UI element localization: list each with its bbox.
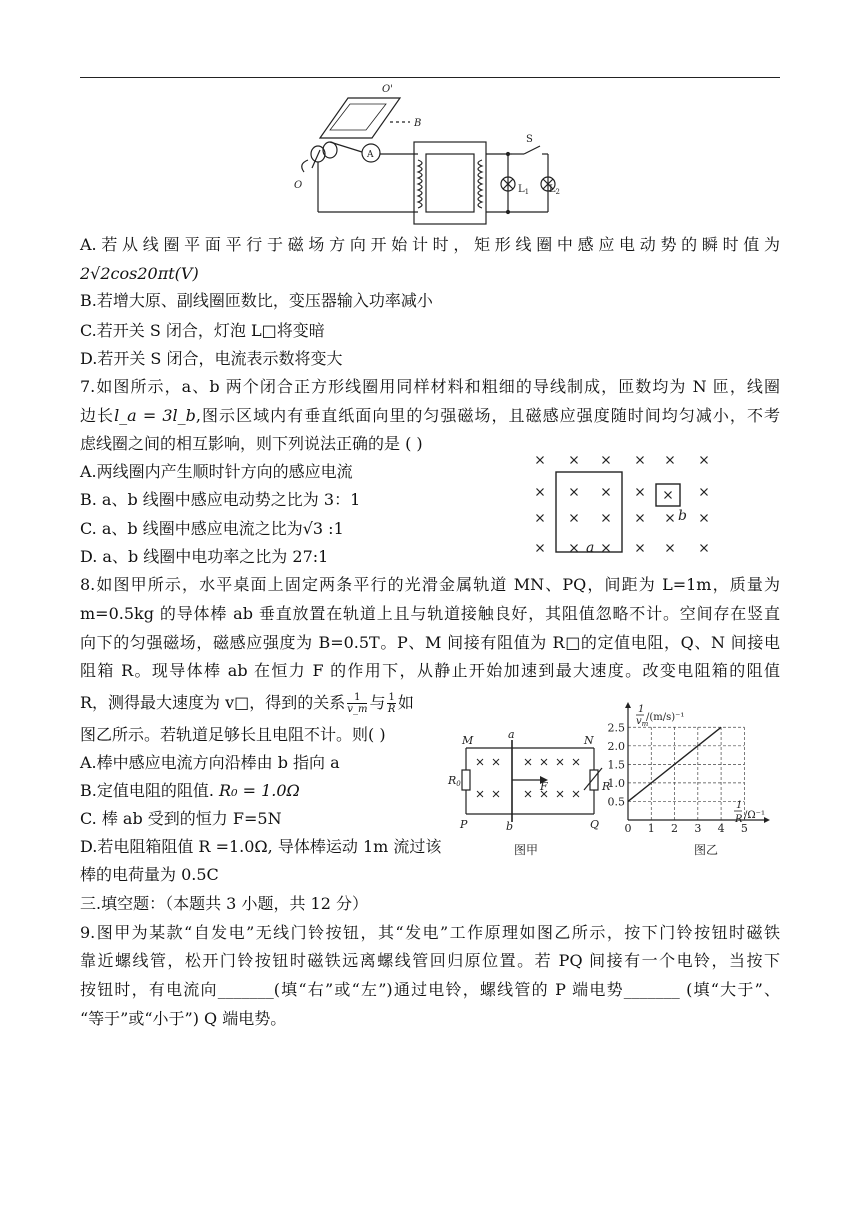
transformer-circuit-figure (290, 80, 560, 220)
resistor-r0 (462, 770, 470, 790)
y-tick-label: 0.5 (607, 795, 625, 809)
x-tick-label: 1 (647, 822, 655, 835)
q7-coils-figure (528, 448, 728, 560)
header-rule (80, 77, 780, 78)
svg-text:vm: $v_m$ (636, 716, 649, 728)
y-tick-label: 1.5 (607, 758, 625, 772)
q7-stem-line2: 边长l_a = 3l_b,图示区域内有垂直纸面向里的匀强磁场，且磁感应强度随时间均匀减小，不考 (80, 406, 780, 425)
q9-line4: “等于”或“小于”) Q 端电势。 (80, 1009, 287, 1028)
xlabel: /Ω⁻¹ (744, 810, 765, 821)
svg-text:P: P (460, 818, 468, 831)
label-o: O (294, 180, 303, 191)
q7-option-c: C. a、b 线圈中感应电流之比为√3 :1 (80, 519, 344, 538)
xlabel-frac-den: R (735, 814, 743, 825)
x-tick-label: 3 (694, 822, 702, 835)
q6-option-d: D.若开关 S 闭合，电流表示数将变大 (80, 349, 343, 368)
resistor-box-r (590, 770, 598, 790)
x-tick-label: 4 (717, 822, 725, 835)
svg-text:a: a (508, 728, 515, 741)
y-tick-label: 2.5 (607, 721, 625, 735)
ylabel-frac-num: 1 (638, 704, 645, 715)
lamp1-sub: 1 (524, 188, 530, 196)
q7-stem-line3: 虑线圈之间的相互影响，则下列说法正确的是 ( ) (80, 434, 423, 453)
q9-line3: 按钮时，有电流向_______(填“右”或“左”)通过电铃，螺线管的 P 端电势_______ (填“大于”、 (80, 980, 780, 999)
q7-option-b: B. a、b 线圈中感应电动势之比为 3：1 (80, 490, 361, 509)
switch-blade (524, 146, 540, 154)
svg-text:R0: R0 (448, 774, 461, 788)
q7-equation: l_a = 3l_b (114, 406, 196, 425)
q7-option-d: D. a、b 线圈中电功率之比为 27:1 (80, 547, 329, 566)
svg-text:M: M (462, 734, 474, 747)
q6-option-b: B.若增大原、副线圈匝数比，变压器输入功率减小 (80, 291, 433, 310)
label-b: B (414, 118, 422, 129)
svg-text:N: N (584, 734, 594, 747)
section-3-heading: 三.填空题：（本题共 3 小题，共 12 分） (80, 894, 368, 913)
svg-text:L1 (518, 184, 529, 196)
coil-b-label: b (678, 508, 687, 524)
q8-option-d-line2: 棒的电荷量为 0.5C (80, 865, 219, 884)
q8-stem-line3: 向下的匀强磁场，磁感应强度为 B=0.5T。P、M 间接有阻值为 R□的定值电阻，Q、N 间接电 (80, 633, 780, 652)
x-tick-label: 2 (671, 822, 679, 835)
q8-stem-line6: 图乙所示。若轨道足够长且电阻不计。则( ) (80, 725, 386, 744)
q9-line2: 靠近螺线管，松开门铃按钮时磁铁远离螺线管回归原位置。若 PQ 间接有一个电铃，当按下 (80, 951, 780, 970)
q8-stem-line2: m=0.5kg 的导体棒 ab 垂直放置在轨道上且与轨道接触良好，其阻值忽略不计。空间存在竖直 (80, 604, 780, 623)
q6-option-a-line2: 2√2cos20πt(V) (80, 264, 199, 283)
xlabel-frac-num: 1 (736, 800, 743, 811)
fig-yi-chart (607, 700, 788, 860)
svg-text:L2 (549, 184, 560, 196)
q8-stem-line5: R，测得最大速度为 v□，得到的关系 $\frac{1}{v\_m}$ 与 $\frac{1}{R}$ 如 (80, 692, 414, 715)
q8-option-a: A.棒中感应电流方向沿棒由 b 指向 a (80, 753, 340, 772)
q8-option-b: B.定值电阻的阻值. R₀ = 1.0Ω (80, 781, 300, 800)
fig-jia-rails (444, 728, 612, 862)
y-axis-arrow (625, 702, 631, 708)
coil-a-label: a (586, 540, 595, 556)
svg-text:F: F (540, 780, 548, 793)
y-tick-label: 1.0 (607, 776, 625, 790)
fig-yi-caption: 图乙 (694, 843, 719, 857)
x-tick-label: 0 (624, 822, 632, 835)
switch-label: S (526, 134, 533, 145)
fig-jia-caption: 图甲 (514, 843, 539, 857)
q8-stem-line1: 8.如图甲所示，水平桌面上固定两条平行的光滑金属轨道 MN、PQ，间距为 L=1m，质量为 (80, 575, 780, 594)
q6-option-a-line1: A.若从线圈平面平行于磁场方向开始计时，矩形线圈中感应电动势的瞬时值为 (80, 235, 780, 254)
q8-option-c: C. 棒 ab 受到的恒力 F=5N (80, 809, 282, 828)
q8-stem-line4: 阻箱 R。现导体棒 ab 在恒力 F 的作用下，从静止开始加速到最大速度。改变电阻箱的阻值 (80, 661, 780, 680)
lamp2-sub: 2 (555, 188, 560, 196)
svg-text:b: b (506, 820, 514, 833)
ylabel-frac-den: v (636, 716, 642, 727)
q6-option-c: C.若开关 S 闭合，灯泡 L□将变暗 (80, 321, 325, 340)
y-tick-label: 2.0 (607, 739, 625, 753)
q7-stem-line1: 7.如图所示，a、b 两个闭合正方形线圈用同样材料和粗细的导线制成，匝数均为 N 匝，线圈 (80, 377, 780, 396)
q8-option-d-line1: D.若电阻箱阻值 R =1.0Ω, 导体棒运动 1m 流过该 (80, 837, 442, 856)
label-o-prime: O' (382, 84, 393, 95)
q7-option-a: A.两线圈内产生顺时针方向的感应电流 (80, 462, 353, 481)
ylabel: /(m/s)⁻¹ (646, 712, 685, 723)
ammeter-label: A (367, 150, 374, 160)
q9-line1: 9.图甲为某款“自发电”无线门铃按钮，其“发电”工作原理如图乙所示，按下门铃按钮时磁铁 (80, 923, 780, 942)
svg-text:Q: Q (590, 818, 600, 831)
lamp1-label: L (518, 184, 525, 195)
lamp2-label: L (548, 184, 556, 195)
svg-text:R: R (602, 780, 611, 793)
x-tick-label: 5 (740, 822, 748, 835)
